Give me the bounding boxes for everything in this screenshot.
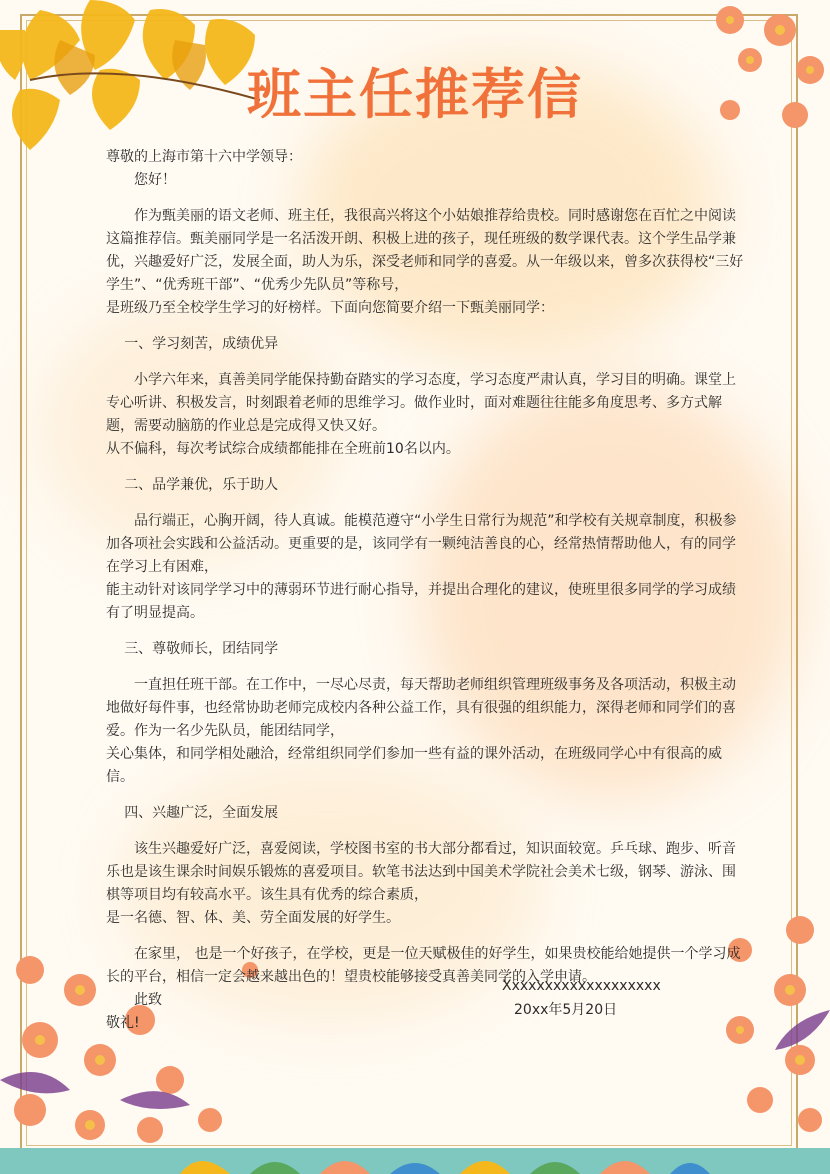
intro-paragraph: 是班级乃至全校学生学习的好榜样。下面向您简要介绍一下甄美丽同学： <box>106 300 554 316</box>
section-paragraph: 关心集体，和同学相处融洽，经常组织同学们参加一些有益的课外活动，在班级同学心中有很高的威信。 <box>106 746 722 785</box>
hello: 您好！ <box>134 172 176 188</box>
salutation-jing-li: 敬礼! <box>106 1015 140 1031</box>
section-paragraph: 从不偏科，每次考试综合成绩都能排在全班前10名以内。 <box>106 441 460 457</box>
intro-paragraph: 作为甄美丽的语文老师、班主任，我很高兴将这个小姑娘推荐给贵校。同时感谢您在百忙之中阅读这篇推荐信。甄美丽同学是一名活泼开朗、积极上进的孩子，现任班级的数学课代表。这个学生品学兼优，兴趣爱好广泛，发展全面，助人为乐，深受老师和同学的喜爱。从一年级以来，曾多次获得校“三好学生”、“优秀班干部”、“优秀少先队员”等称号， <box>106 208 744 293</box>
page-title: 班主任推荐信 <box>247 63 583 126</box>
section-heading: 三、尊敬师长，团结同学 <box>124 641 279 657</box>
section-paragraph: 一直担任班干部。在工作中，一尽心尽责，每天帮助老师组织管理班级事务及各项活动，积极主动地做好每件事，也经常协助老师完成校内各种公益工作，具有很强的组织能力，深得老师和同学们的喜爱。作为一名少先队员，能团结同学， <box>106 677 736 739</box>
leaf-strip-decoration <box>0 1148 830 1174</box>
section-paragraph: 小学六年来，真善美同学能保持勤奋踏实的学习态度，学习态度严肃认真，学习目的明确。课堂上专心听讲、积极发言，时刻跟着老师的思维学习。做作业时，面对难题往往能多角度思考、多方式解题，需要动脑筋的作业总是完成得又快又好。 <box>106 372 736 434</box>
letter-date: 20xx年5月20日 <box>514 1002 618 1018</box>
closing-paragraph: 在家里， 也是一个好孩子，在学校，更是一位天赋极佳的好学生，如果贵校能给她提供一个学习成长的平台，相信一定会越来越出色的！望贵校能够接受真善美同学的入学申请。 <box>106 946 741 985</box>
section-heading: 四、兴趣广泛，全面发展 <box>124 805 279 821</box>
letter-body <box>106 146 746 1035</box>
section-paragraph: 品行端正，心胸开阔，待人真诚。能模范遵守“小学生日常行为规范”和学校有关规章制度，积极参加各项社会实践和公益活动。更重要的是，该同学有一颗纯洁善良的心，经常热情帮助他人，有的同学在学习上有困难， <box>106 513 737 575</box>
section-heading: 一、学习刻苦，成绩优异 <box>124 336 279 352</box>
section-paragraph: 该生兴趣爱好广泛，喜爱阅读，学校图书室的书大部分都看过，知识面较宽。乒乓球、跑步、听音乐也是该生课余时间娱乐锻炼的喜爱项目。软笔书法达到中国美术学院社会美术七级，钢琴、游泳、围棋等项目均有较高水平。该生具有优秀的综合素质， <box>106 841 736 903</box>
salutation-ci-zhi: 此致 <box>134 992 162 1008</box>
signature: Xxxxxxxxxxxxxxxxxxx <box>502 978 661 994</box>
greeting: 尊敬的上海市第十六中学领导： <box>106 149 302 165</box>
section-paragraph: 是一名德、智、体、美、劳全面发展的好学生。 <box>106 910 400 926</box>
section-heading: 二、品学兼优，乐于助人 <box>124 477 279 493</box>
section-paragraph: 能主动针对该同学学习中的薄弱环节进行耐心指导，并提出合理化的建议，使班里很多同学的学习成绩有了明显提高。 <box>106 582 736 621</box>
